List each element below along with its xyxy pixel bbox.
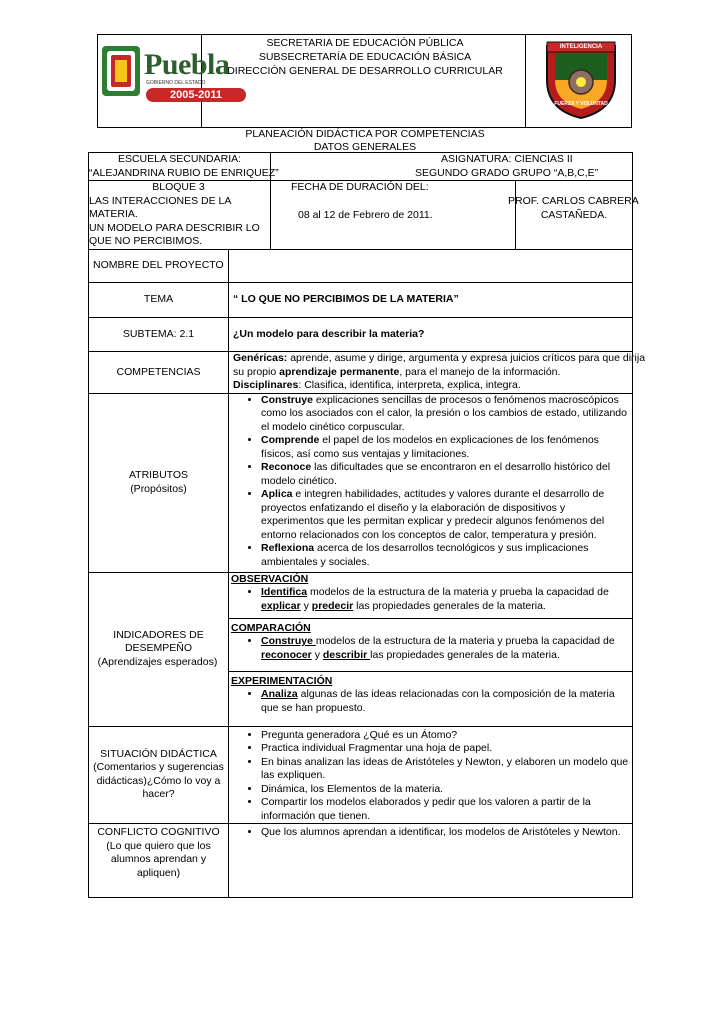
situacion-cell (229, 726, 633, 824)
grado-grupo: SEGUNDO GRADO GRUPO “A,B,C,E” (415, 166, 599, 179)
escuela-label: ESCUELA SECUNDARIA: (117, 153, 242, 165)
competencias-label: COMPETENCIAS (116, 365, 201, 378)
experimentacion-title: EXPERIMENTACIÓN (231, 674, 333, 687)
indicadores-label-2: DESEMPEÑO (124, 642, 193, 655)
indicadores-label-1: INDICADORES DE (113, 628, 204, 641)
conflicto-label-cell (89, 824, 229, 898)
profesor-line-1: PROF. CARLOS CABRERA (508, 195, 639, 207)
proyecto-label: NOMBRE DEL PROYECTO (93, 259, 224, 272)
conflicto-label: CONFLICTO COGNITIVO (Lo que quiero que los alumnos aprendan y apliquen) (97, 826, 220, 879)
situacion-item: • Pregunta generadora ¿Qué es un Átomo? (261, 729, 630, 743)
observacion-cell (229, 572, 633, 618)
general-data-table (88, 152, 639, 250)
profesor-cell (508, 181, 639, 250)
bloque-label: BLOQUE 3 (152, 181, 205, 193)
bloque-cell (89, 181, 271, 250)
bloque-desc-2: UN MODELO PARA DESCRIBIR LO (89, 221, 260, 234)
fecha-cell (271, 181, 516, 250)
profesor-line-2: CASTAÑEDA. (540, 208, 608, 221)
bloque-desc-1: LAS INTERACCIONES DE LA MATERIA. (89, 194, 231, 220)
situacion-item: • Dinámica, los Elementos de la materia. (261, 783, 630, 797)
competencias-label-cell (89, 352, 229, 394)
disciplinares-text: Disciplinares: Clasifica, identifica, interpreta, explica, integra. (233, 379, 521, 391)
atributos-label-cell (89, 393, 229, 572)
comparacion-title: COMPARACIÓN (231, 621, 311, 634)
situacion-label-cell (89, 726, 229, 824)
situacion-item: • Compartir los modelos elaborados y pedir que los valoren a partir de la información que tienen. (261, 796, 630, 823)
indicadores-label-3: (Aprendizajes esperados) (97, 655, 218, 668)
crest-top-text: INTELIGENCIA (559, 44, 603, 50)
atributos-sublabel: (Propósitos) (130, 482, 187, 495)
plan-table (88, 249, 646, 898)
logo-text: Puebla (144, 48, 230, 81)
bloque-desc-3: QUE NO PERCIBIMOS. (89, 235, 203, 247)
fecha-value: 08 al 12 de Febrero de 2011. (298, 208, 433, 221)
crest-logo (541, 40, 621, 120)
escuela-name: “ALEJANDRINA RUBIO DE ENRIQUEZ” (89, 166, 279, 179)
atributo-item: • Reconoce las dificultades que se encontraron en el desarrollo histórico del modelo cinético. (261, 461, 628, 488)
experimentacion-item: • Analiza algunas de las ideas relacionadas con la composición de la materia que se han propuesto. (261, 688, 630, 715)
page-subtitle: DATOS GENERALES (313, 141, 417, 153)
atributo-item: • Aplica e integren habilidades, actitudes y valores durante el desarrollo de proyectos enfatizando el diseño y la elaboración de dispositivos y experimentos que les permitan explicar y predecir algunos fenómenos del entorno relacionados con los conceptos de calor, temperatura y presión. (261, 488, 628, 542)
tema-value-cell (229, 283, 633, 318)
escuela-cell (89, 153, 279, 181)
header-text (202, 36, 528, 78)
situacion-item: • Practica individual Fragmentar una hoja de papel. (261, 742, 630, 756)
crest-bottom-text: FUERZA Y VOLUNTAD (554, 101, 608, 107)
proyecto-value-cell (229, 250, 633, 283)
indicadores-label-cell (89, 572, 229, 726)
situacion-item: • En binas analizan las ideas de Aristóteles y Newton, y elaboren un modelo que las expliquen. (261, 756, 630, 783)
conflicto-list (231, 826, 630, 840)
competencias-value-cell (229, 352, 646, 394)
fecha-label: FECHA DE DURACIÓN DEL: (291, 181, 429, 193)
tema-label: TEMA (143, 293, 174, 306)
observacion-item: • Identifica modelos de la estructura de la materia y prueba la capacidad de explicar y predecir las propiedades generales de la materia. (261, 586, 630, 613)
subtema-value: ¿Un modelo para describir la materia? (233, 327, 425, 340)
comparacion-item: • Construye modelos de la estructura de la materia y prueba la capacidad de reconocer y describir las propiedades generales de la materia. (261, 635, 630, 662)
atributo-item: • Comprende el papel de los modelos en explicaciones de los fenómenos físicos, así como sus ventajas y limitaciones. (261, 434, 628, 461)
experimentacion-cell (229, 671, 633, 726)
conflicto-item: • Que los alumnos aprendan a identificar, los modelos de Aristóteles y Newton. (261, 826, 630, 840)
observacion-title: OBSERVACIÓN (231, 572, 309, 585)
logo-subtext: GOBIERNO DEL ESTADO (146, 80, 206, 86)
atributos-label: ATRIBUTOS (128, 469, 189, 481)
logo-years: 2005-2011 (146, 88, 246, 102)
atributo-item: • Reflexiona acerca de los desarrollos tecnológicos y sus implicaciones ambientales y sociales. (261, 542, 628, 569)
genericas-text-2: su propio aprendizaje permanente, para el manejo de la información. (233, 365, 561, 378)
subtema-value-cell (229, 318, 633, 352)
comparacion-cell (229, 618, 633, 671)
subtema-label: SUBTEMA: 2.1 (122, 327, 195, 340)
tema-value: “ LO QUE NO PERCIBIMOS DE LA MATERIA” (233, 293, 459, 306)
atributos-list (231, 394, 628, 570)
header-line-subsecretaria: SUBSECRETARÍA DE EDUCACIÓN BÁSICA (258, 51, 472, 63)
asignatura: ASIGNATURA: CIENCIAS II (441, 153, 573, 165)
header-line-sep: SECRETARIA DE EDUCACIÓN PÚBLICA (266, 37, 464, 49)
atributo-item: • Construye explicaciones sencillas de procesos o fenómenos macroscópicos como los asociados con el calor, la presión o los cambios de estado, utilizando el modelo cinético corpuscular. (261, 394, 628, 435)
tema-label-cell (89, 283, 229, 318)
asignatura-cell (271, 153, 633, 181)
proyecto-label-cell (89, 250, 229, 283)
genericas-text: Genéricas: aprende, asume y dirige, argumenta y expresa juicios críticos para que dirija (233, 352, 646, 364)
subtema-label-cell (89, 318, 229, 352)
page-title: PLANEACIÓN DIDÁCTICA POR COMPETENCIAS (245, 128, 485, 140)
situacion-label: SITUACIÓN DIDÁCTICA (Comentarios y sugerencias didácticas)¿Cómo lo voy a hacer? (93, 747, 224, 801)
situacion-list (231, 729, 630, 824)
atributos-cell (229, 393, 633, 572)
header-line-direccion: DIRECCIÓN GENERAL DE DESARROLLO CURRICULAR (227, 65, 503, 77)
conflicto-cell (229, 824, 633, 898)
